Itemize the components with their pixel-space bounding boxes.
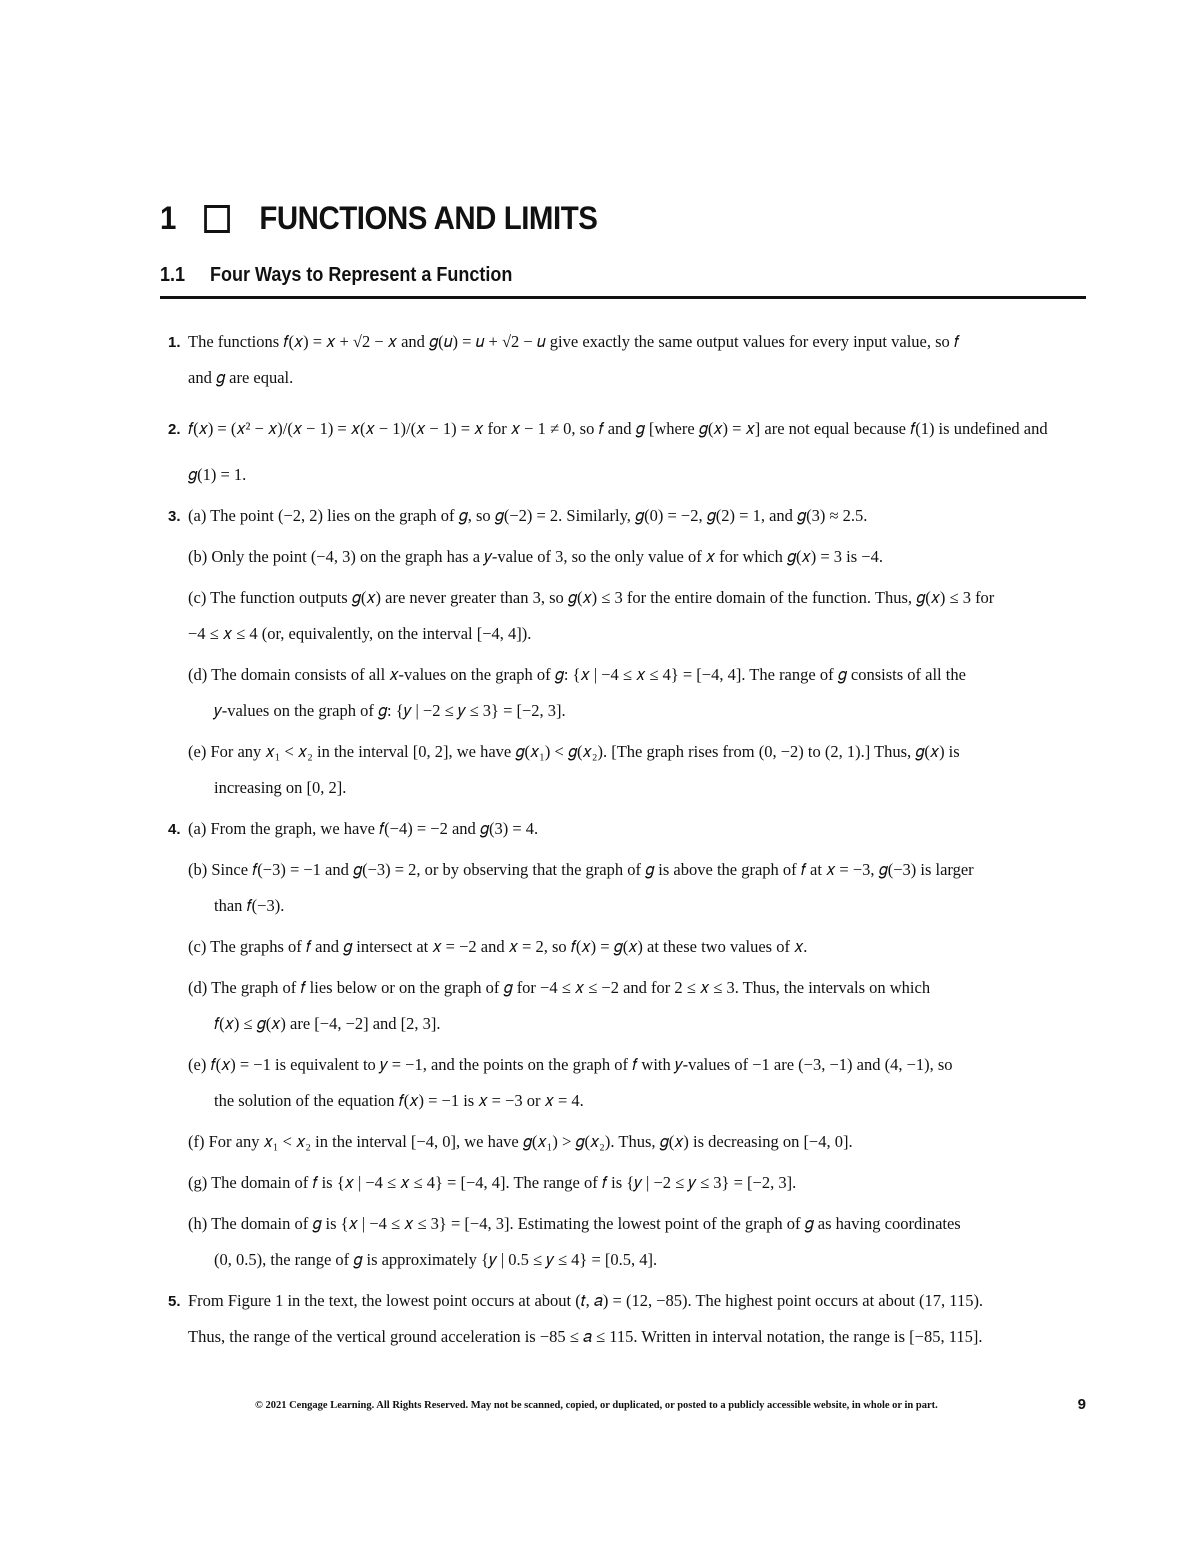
problem-number: 1. [168,334,181,351]
part-text: than 𝑓(−3). [214,896,285,915]
part-text: (e) 𝑓(𝑥) = −1 is equivalent to 𝑦 = −1, and the points on the graph of 𝑓 with 𝑦-values of −1 are (−3, −1) and (4, −1), so [188,1055,953,1074]
problem-3-line-d2 [160,693,1086,729]
problem-4-line-h2 [160,1242,1086,1278]
problem-4-line-b2 [160,888,1086,924]
problem-2-line-1 [160,401,1086,457]
solution-text: From Figure 1 in the text, the lowest point occurs at about (𝑡, 𝑎) = (12, −85). The highest point occurs at about (17, 115). [188,1291,984,1310]
problem-1-line-2 [160,360,1086,396]
problem-3-line-c1 [160,580,1086,616]
problem-5-line-2 [160,1319,1086,1355]
problem-number: 2. [168,421,181,438]
part-text: (f) For any 𝑥₁ < 𝑥₂ in the interval [−4, 0], we have 𝑔(𝑥₁) > 𝑔(𝑥₂). Thus, 𝑔(𝑥) is decreasing on [−4, 0]. [188,1132,853,1151]
part-text: (b) Only the point (−4, 3) on the graph has a 𝑦-value of 3, so the only value of 𝑥 for which 𝑔(𝑥) = 3 is −4. [188,547,883,566]
part-text: 𝑓(𝑥) ≤ 𝑔(𝑥) are [−4, −2] and [2, 3]. [214,1014,441,1033]
chapter-title: FUNCTIONS AND LIMITS [259,200,598,236]
part-text: (c) The function outputs 𝑔(𝑥) are never greater than 3, so 𝑔(𝑥) ≤ 3 for the entire domain of the function. Thus, 𝑔(𝑥) ≤ 3 for [188,588,995,607]
problem-3-line-e1 [160,734,1086,770]
problem-4-line-h1 [160,1206,1086,1242]
part-text: (a) The point (−2, 2) lies on the graph of 𝑔, so 𝑔(−2) = 2. Similarly, 𝑔(0) = −2, 𝑔(2) = 1, and 𝑔(3) ≈ 2.5. [188,506,868,525]
part-text: (e) For any 𝑥₁ < 𝑥₂ in the interval [0, 2], we have 𝑔(𝑥₁) < 𝑔(𝑥₂). [The graph rises from (0, −2) to (2, 1).] Thus, 𝑔(𝑥) is [188,742,960,761]
part-text: −4 ≤ 𝑥 ≤ 4 (or, equivalently, on the interval [−4, 4]). [188,624,532,643]
problem-4-line-b1 [160,852,1086,888]
problem-4-line-g [160,1165,1086,1201]
square-bullet-icon [204,205,230,233]
part-text: (b) Since 𝑓(−3) = −1 and 𝑔(−3) = 2, or by observing that the graph of 𝑔 is above the graph of 𝑓 at 𝑥 = −3, 𝑔(−3) is larger [188,860,974,879]
problem-5-line-1 [160,1283,1086,1319]
copyright-notice: © 2021 Cengage Learning. All Rights Reserved. May not be scanned, copied, or duplicated, or posted to a publicly accessible website, in whole or in part. [255,1400,938,1411]
problem-4-line-f [160,1124,1086,1160]
problem-4-line-d2 [160,1006,1086,1042]
solution-text: The functions 𝑓(𝑥) = 𝑥 + √2 − 𝑥 and 𝑔(𝑢) = 𝑢 + √2 − 𝑢 give exactly the same output values for every input value, so 𝑓 [188,332,960,351]
part-text: (c) The graphs of 𝑓 and 𝑔 intersect at 𝑥 = −2 and 𝑥 = 2, so 𝑓(𝑥) = 𝑔(𝑥) at these two values of 𝑥. [188,937,808,956]
page-footer [160,1396,1086,1418]
problem-list [160,318,1086,1355]
part-text: 𝑦-values on the graph of 𝑔: {𝑦 | −2 ≤ 𝑦 ≤ 3} = [−2, 3]. [214,701,566,720]
chapter-number: 1 [160,200,176,236]
problem-4-line-e1 [160,1047,1086,1083]
problem-number: 5. [168,1293,181,1310]
problem-1-line-1 [160,324,1086,360]
problem-number: 3. [168,508,181,525]
part-text: the solution of the equation 𝑓(𝑥) = −1 is 𝑥 = −3 or 𝑥 = 4. [214,1091,584,1110]
part-text: (g) The domain of 𝑓 is {𝑥 | −4 ≤ 𝑥 ≤ 4} = [−4, 4]. The range of 𝑓 is {𝑦 | −2 ≤ 𝑦 ≤ 3} = [−2, 3]. [188,1173,797,1192]
section-divider [160,296,1086,299]
problem-4-line-d1 [160,970,1086,1006]
section-number: 1.1 [160,264,186,286]
problem-2-line-2 [160,457,1086,493]
solution-text: Thus, the range of the vertical ground acceleration is −85 ≤ 𝑎 ≤ 115. Written in interval notation, the range is [−85, 115]. [188,1327,983,1346]
problem-4-line-c [160,929,1086,965]
page-number: 9 [1077,1396,1086,1413]
problem-number: 4. [168,821,181,838]
chapter-heading [160,200,597,237]
problem-4-line-a [160,811,1086,847]
part-text: (0, 0.5), the range of 𝑔 is approximately {𝑦 | 0.5 ≤ 𝑦 ≤ 4} = [0.5, 4]. [214,1250,658,1269]
part-text: (d) The graph of 𝑓 lies below or on the graph of 𝑔 for −4 ≤ 𝑥 ≤ −2 and for 2 ≤ 𝑥 ≤ 3. Thus, the intervals on which [188,978,931,997]
problem-4-line-e2 [160,1083,1086,1119]
problem-3-line-a [160,498,1086,534]
part-text: (h) The domain of 𝑔 is {𝑥 | −4 ≤ 𝑥 ≤ 3} = [−4, 3]. Estimating the lowest point of the graph of 𝑔 as having coordinates [188,1214,961,1233]
problem-3-line-c2 [160,616,1086,652]
solution-text: 𝑓(𝑥) = (𝑥² − 𝑥)/(𝑥 − 1) = 𝑥(𝑥 − 1)/(𝑥 − 1) = 𝑥 for 𝑥 − 1 ≠ 0, so 𝑓 and 𝑔 [where 𝑔(𝑥) = 𝑥] are not equal because 𝑓(1) is undefined and [188,419,1048,438]
solution-text: and 𝑔 are equal. [188,368,294,387]
problem-3-line-e2 [160,770,1086,806]
part-text: (d) The domain consists of all 𝑥-values on the graph of 𝑔: {𝑥 | −4 ≤ 𝑥 ≤ 4} = [−4, 4]. The range of 𝑔 consists of all the [188,665,966,684]
part-text: increasing on [0, 2]. [214,778,347,797]
solution-text: 𝑔(1) = 1. [188,465,247,484]
section-heading [160,264,512,287]
problem-3-line-b [160,539,1086,575]
problem-3-line-d1 [160,657,1086,693]
part-text: (a) From the graph, we have 𝑓(−4) = −2 and 𝑔(3) = 4. [188,819,539,838]
section-title: Four Ways to Represent a Function [210,264,513,286]
